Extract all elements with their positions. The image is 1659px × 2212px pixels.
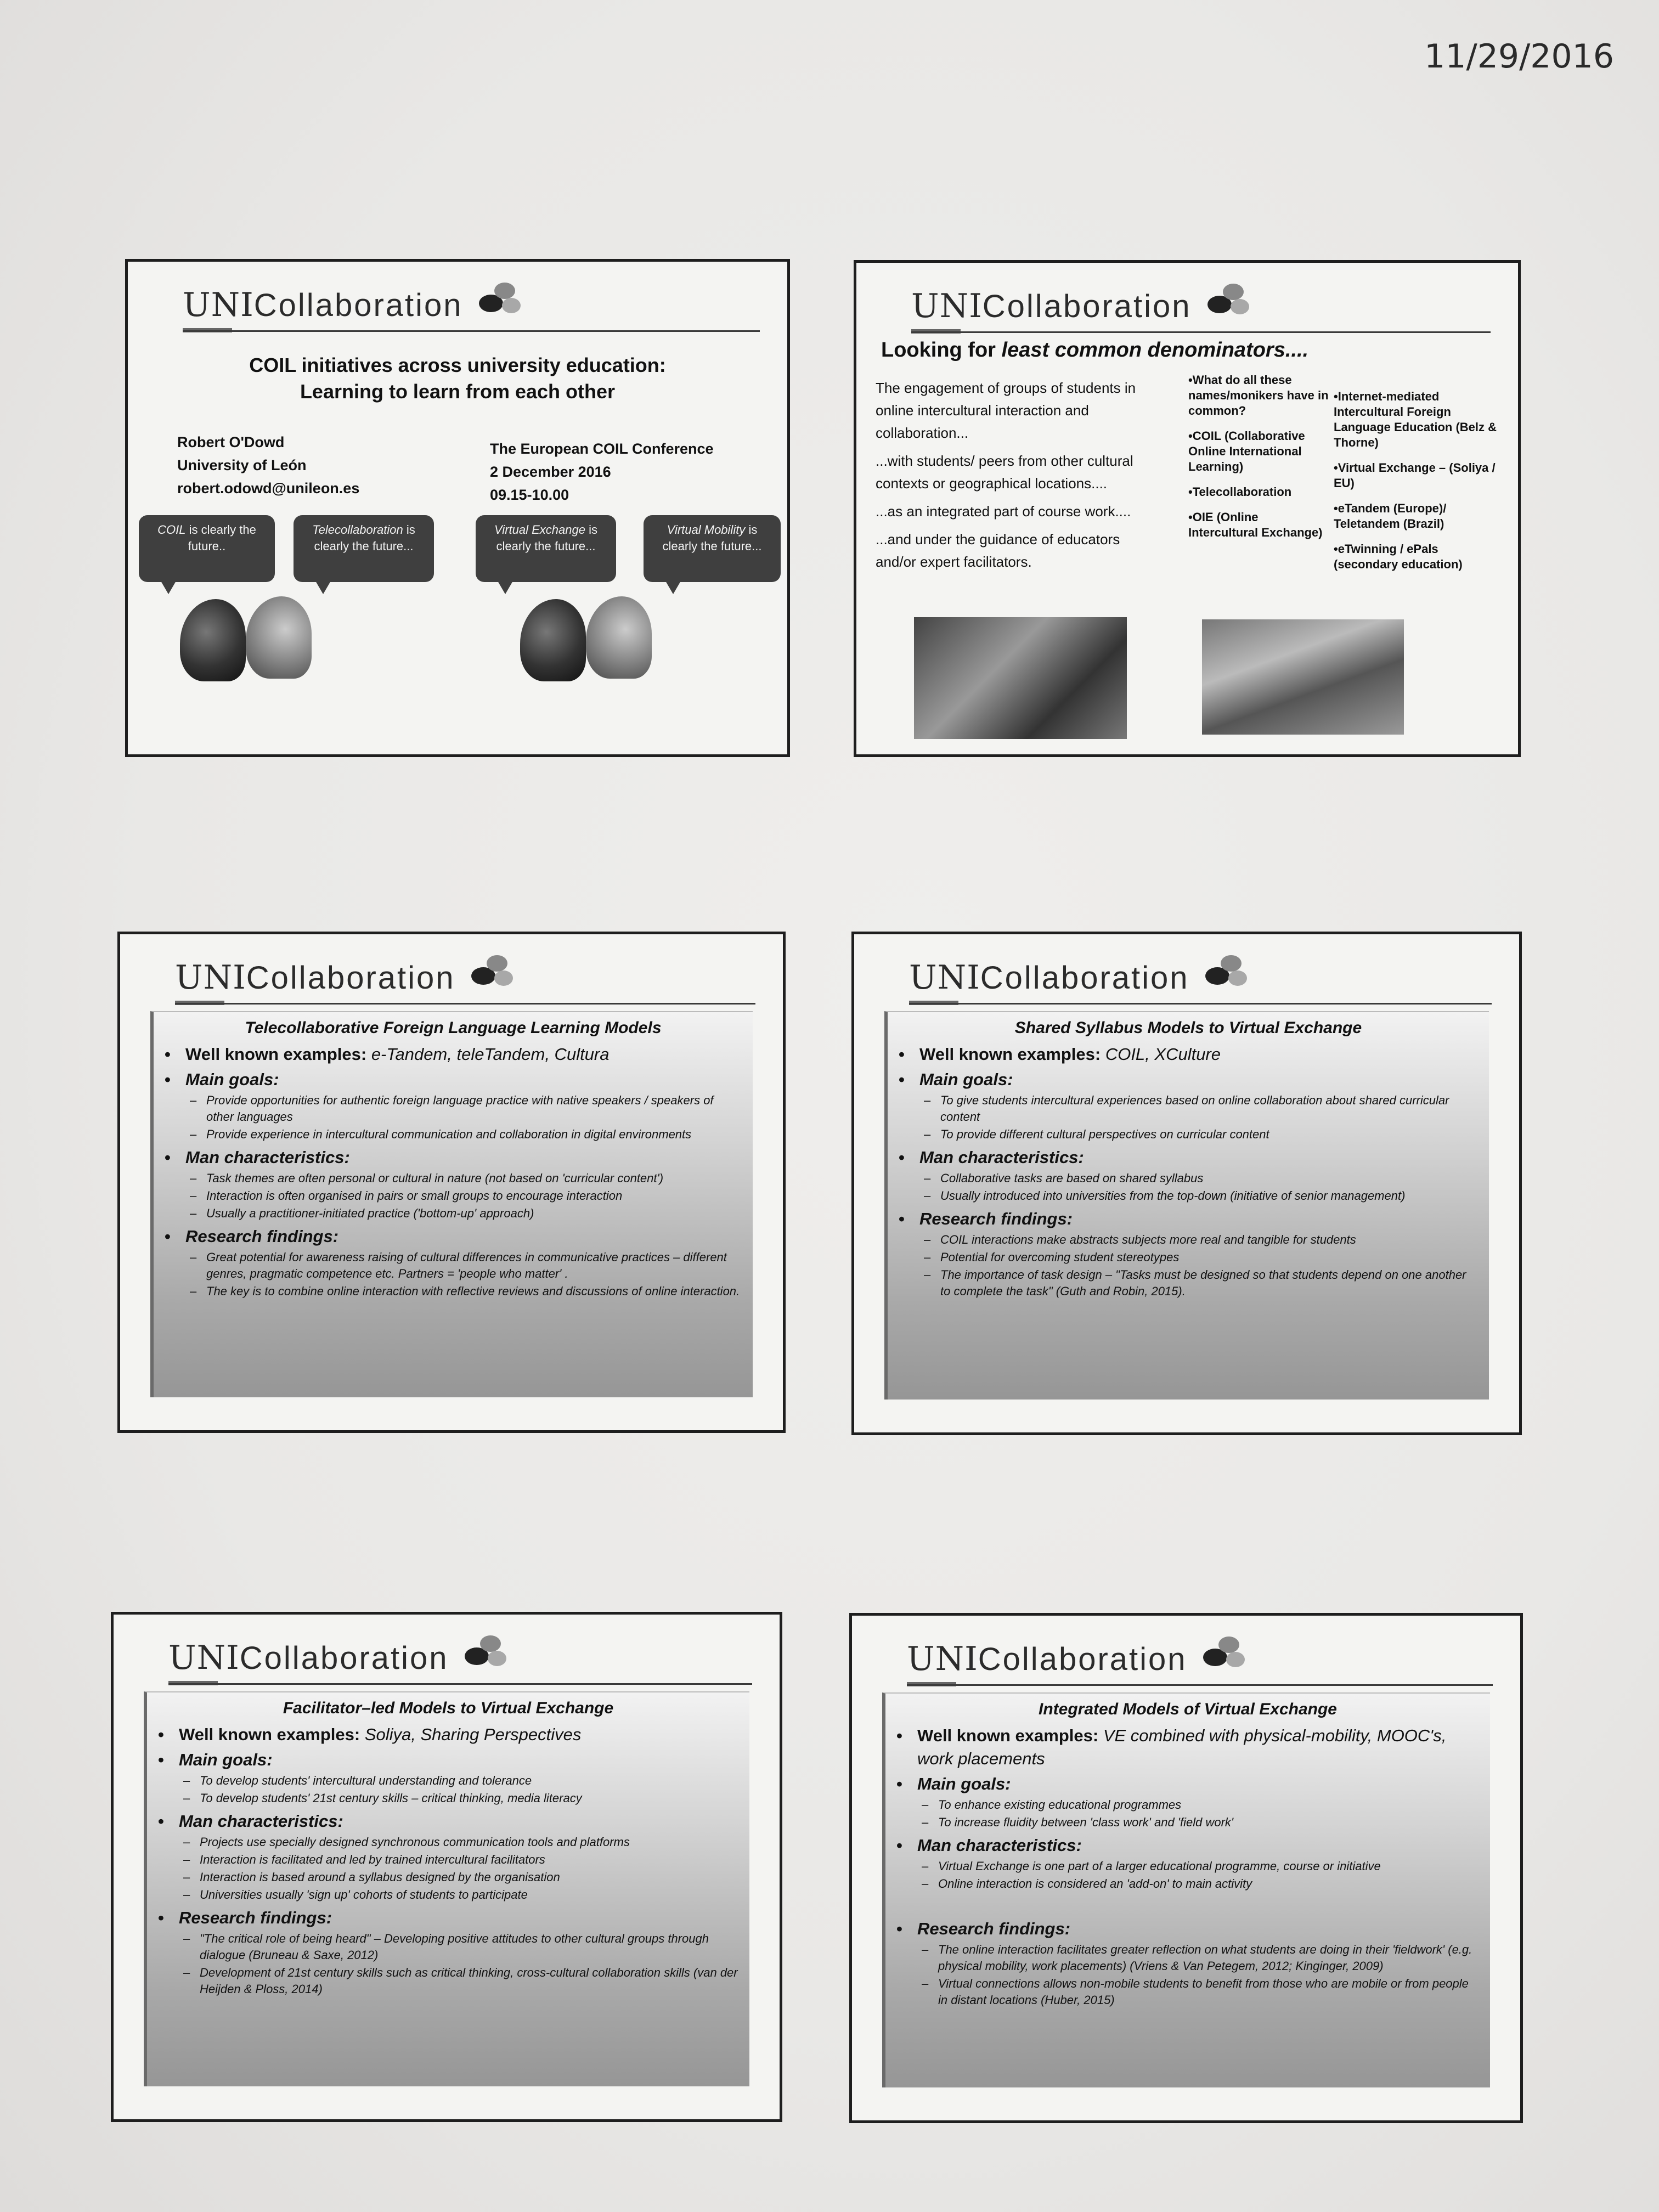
logo-underline (168, 1683, 752, 1685)
students-photo (914, 617, 1127, 739)
content-panel (884, 1011, 1489, 1400)
logo-underline (907, 1684, 1493, 1686)
panel-title: Telecollaborative Foreign Language Learning Models (245, 1019, 662, 1037)
bullet-list (159, 1043, 742, 1303)
author-name: Robert O'Dowd (177, 434, 285, 450)
bullet-list (891, 1724, 1479, 2012)
unicollaboration-logo: UNICollaboration (909, 958, 1189, 997)
logo-underline (175, 1003, 755, 1005)
unicollaboration-logo: UNICollaboration (183, 286, 463, 324)
unicollaboration-logo: UNICollaboration (175, 958, 455, 997)
author-university: University of León (177, 457, 307, 473)
facing-heads-image-left (180, 594, 345, 681)
slide-shared-syllabus-models (851, 932, 1522, 1435)
names-column-2: •Internet-mediated Intercultural Foreign Language Education (Belz & Thorne) •Virtual Exchange – (Soliya / EU) •eTandem (Europe)/ Teletandem (Brazil) •eTwinning / ePals (secondary education) (1334, 390, 1497, 571)
author-email: robert.odowd@unileon.es (177, 480, 360, 496)
goals-item: • Main goals: – To develop students' intercultural understanding and tolerance – To develop students' 21st century skills – critical thinking, media literacy (153, 1748, 738, 1807)
characteristics-item: • Man characteristics: – Virtual Exchange is one part of a larger educational programme, course or initiative – Online interaction is considered an 'add-on' to main activity (891, 1834, 1479, 1915)
slide-title-heading: COIL initiatives across university education: Learning to learn from each other (249, 354, 666, 403)
unicollaboration-logo: UNICollaboration (911, 287, 1192, 325)
speech-bubbles-icon (479, 278, 523, 317)
research-item: • Research findings: – The online interaction facilitates greater reflection on what students are doing in their 'fieldwork' (e.g. physical mobility, work placements) (Vriens & Van Petegem, 2012; Kinginger, 2009) – Virtual connections allows non-mobile students to benefit from those who are mobile or from people in distant locations (Huber, 2015) (891, 1917, 1479, 2008)
panel-title: Integrated Models of Virtual Exchange (1039, 1700, 1337, 1718)
conference-block (490, 437, 714, 506)
content-panel (150, 1011, 753, 1397)
conference-time: 09.15-10.00 (490, 487, 569, 503)
names-column-1: •What do all these names/monikers have in common? •COIL (Collaborative Online International Learning) •Telecollaboration •OIE (Online Intercultural Exchange) (1188, 373, 1329, 539)
facing-heads-image-right (520, 594, 685, 681)
speech-bubbles-icon (1207, 279, 1251, 318)
slide-heading: Looking for least common denominators.... (881, 338, 1309, 362)
content-panel (144, 1691, 749, 2086)
research-item: • Research findings: – "The critical role of being heard" – Developing positive attitudes to other cultural groups through dialogue (Bruneau & Saxe, 2012) – Development of 21st century skills such as critical thinking, cross-cultural collaboration skills (van der Heijden & Ploss, 2014) (153, 1906, 738, 1997)
page-date: 11/29/2016 (1424, 37, 1614, 76)
panel-title: Facilitator–led Models to Virtual Exchange (283, 1699, 614, 1717)
research-item: • Research findings: – Great potential for awareness raising of cultural differences in communicative practices – different genres, pragmatic competence etc. Partners = 'people who matter' . – The key is to combine online interaction with reflective reviews and discussions of online interaction. (159, 1225, 742, 1300)
callout-virtual-exchange: Virtual Exchange is clearly the future... (476, 515, 616, 582)
panel-title: Shared Syllabus Models to Virtual Exchange (1014, 1019, 1362, 1037)
characteristics-item: • Man characteristics: – Collaborative tasks are based on shared syllabus – Usually introduced into universities from the top-down (initiative of senior management) (893, 1146, 1478, 1204)
goals-item: • Main goals: – To enhance existing educational programmes – To increase fluidity between 'class work' and 'field work' (891, 1773, 1479, 1831)
slide-denominators (854, 260, 1521, 757)
speech-bubbles-icon (471, 951, 515, 989)
unicollaboration-logo: UNICollaboration (168, 1639, 449, 1677)
author-block (177, 431, 359, 500)
slide-integrated-models (849, 1613, 1523, 2123)
speech-bubbles-icon (465, 1631, 509, 1669)
speech-bubbles-icon (1203, 1632, 1247, 1671)
characteristics-item: • Man characteristics: – Projects use specially designed synchronous communication tools and platforms – Interaction is facilitated and led by trained intercultural facilitators – Interaction is based around a syllabus designed by the organisation – Universities usually 'sign up' cohorts of students to participate (153, 1810, 738, 1903)
callout-virtual-mobility: Virtual Mobility is clearly the future... (644, 515, 781, 582)
slide-body-text: The engagement of groups of students in online intercultural interaction and collaboration... ...with students/ peers from other cultural contexts or geographical locations.... ...as an integrated part of course work.... ...and under the guidance of educators and/or expert facilitators. (876, 380, 1136, 570)
content-panel (882, 1692, 1490, 2087)
callout-telecollaboration: Telecollaboration is clearly the future... (294, 515, 434, 582)
bullet-list (153, 1723, 738, 2001)
callout-coil: COIL is clearly the future.. (139, 515, 275, 582)
logo-underline (183, 330, 760, 332)
slide-telecollaborative-models (117, 932, 786, 1433)
examples-item: • Well known examples: COIL, XCulture (893, 1043, 1478, 1066)
conference-date: 2 December 2016 (490, 464, 611, 480)
conference-name: The European COIL Conference (490, 441, 714, 457)
slide-title (125, 259, 790, 757)
bullet-list (893, 1043, 1478, 1303)
examples-item: • Well known examples: Soliya, Sharing Perspectives (153, 1723, 738, 1746)
speech-bubbles-icon (1205, 951, 1249, 989)
logo-underline (911, 331, 1491, 333)
examples-item: • Well known examples: e-Tandem, teleTandem, Cultura (159, 1043, 742, 1066)
examples-item: • Well known examples: VE combined with physical-mobility, MOOC's, work placements (891, 1724, 1479, 1770)
goals-item: • Main goals: – To give students intercultural experiences based on online collaboration about shared curricular content – To provide different cultural perspectives on curricular content (893, 1068, 1478, 1143)
goals-item: • Main goals: – Provide opportunities for authentic foreign language practice with native speakers / speakers of other languages – Provide experience in intercultural communication and collaboration in digital environments (159, 1068, 742, 1143)
logo-underline (909, 1003, 1492, 1005)
characteristics-item: • Man characteristics: – Task themes are often personal or cultural in nature (not based on 'curricular content') – Interaction is often organised in pairs or small groups to encourage interaction – Usually a practitioner-initiated practice ('bottom-up' approach) (159, 1146, 742, 1222)
student-laptop-photo (1202, 619, 1404, 735)
slide-facilitator-led-models (111, 1612, 782, 2122)
unicollaboration-logo: UNICollaboration (907, 1640, 1187, 1678)
research-item: • Research findings: – COIL interactions make abstracts subjects more real and tangible for students – Potential for overcoming student stereotypes – The importance of task design – "Tasks must be designed so that students depend on one another to complete the task" (Guth and Robin, 2015). (893, 1207, 1478, 1300)
